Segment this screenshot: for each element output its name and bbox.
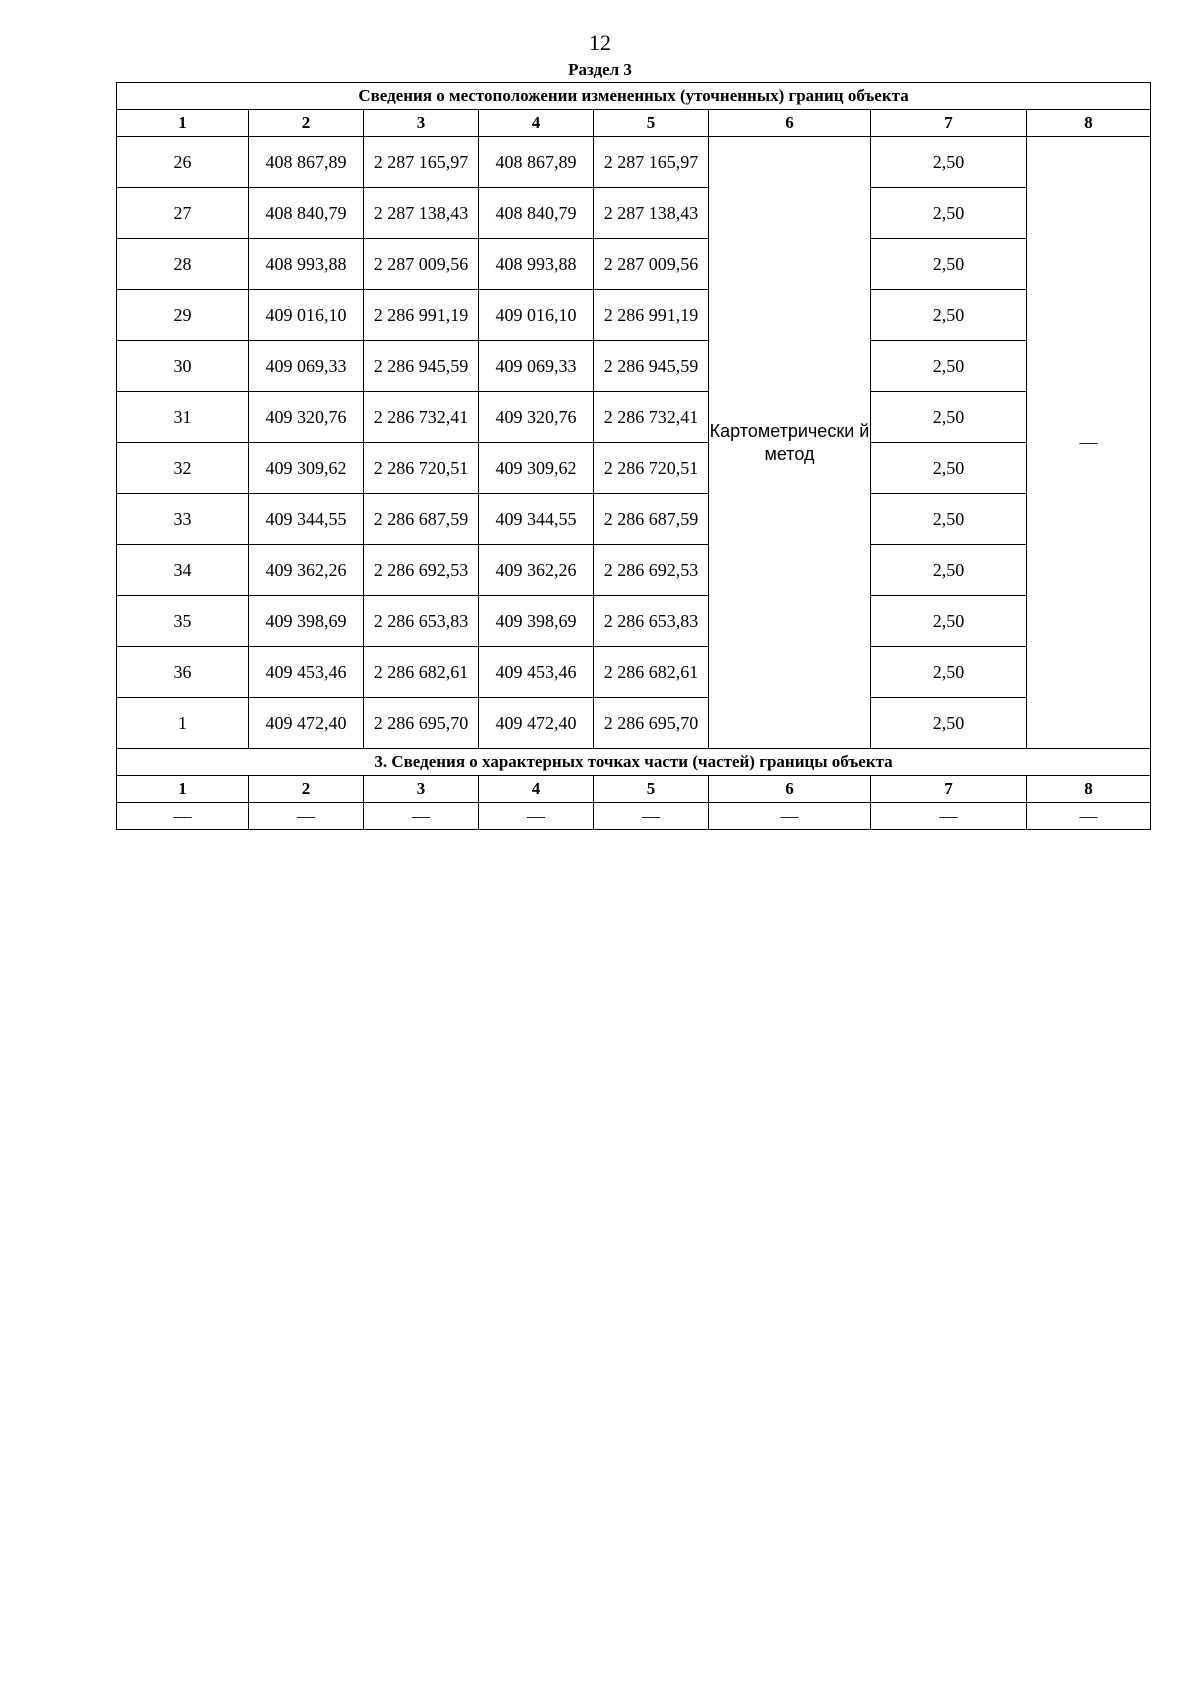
table-row	[117, 494, 1151, 545]
accuracy-cell: 2,50	[871, 443, 1027, 494]
dash-cell: —	[249, 803, 364, 830]
coordinate-cell: 409 344,55	[249, 494, 364, 545]
coordinate-cell: 409 016,10	[479, 290, 594, 341]
column-number: 5	[594, 110, 709, 137]
coordinate-cell: 409 472,40	[249, 698, 364, 749]
coordinate-cell: 408 840,79	[249, 188, 364, 239]
coordinate-cell: 2 286 991,19	[364, 290, 479, 341]
coordinate-cell: 2 286 687,59	[594, 494, 709, 545]
table-row	[117, 290, 1151, 341]
coordinate-cell: 409 453,46	[249, 647, 364, 698]
table-row	[117, 341, 1151, 392]
dash-cell: —	[709, 803, 871, 830]
point-number-cell: 27	[117, 188, 249, 239]
point-number-cell: 28	[117, 239, 249, 290]
point-number-cell: 34	[117, 545, 249, 596]
coordinate-cell: 409 472,40	[479, 698, 594, 749]
coordinate-cell: 2 286 695,70	[594, 698, 709, 749]
coordinate-cell: 409 309,62	[479, 443, 594, 494]
column-number: 3	[364, 776, 479, 803]
point-number-cell: 33	[117, 494, 249, 545]
coordinate-cell: 2 286 945,59	[364, 341, 479, 392]
column-number: 8	[1027, 776, 1151, 803]
column-number: 2	[249, 776, 364, 803]
coordinate-cell: 2 286 653,83	[364, 596, 479, 647]
dash-cell: —	[364, 803, 479, 830]
table-caption: Сведения о местоположении измененных (уточненных) границ объекта	[117, 83, 1151, 110]
point-number-cell: 36	[117, 647, 249, 698]
section-title: Раздел 3	[568, 60, 632, 79]
table-row	[117, 239, 1151, 290]
coordinate-cell: 2 286 692,53	[594, 545, 709, 596]
coordinate-cell: 2 287 165,97	[594, 137, 709, 188]
coordinate-cell: 2 287 009,56	[364, 239, 479, 290]
coordinate-cell: 2 287 138,43	[594, 188, 709, 239]
coordinate-cell: 409 453,46	[479, 647, 594, 698]
point-number-cell: 26	[117, 137, 249, 188]
accuracy-cell: 2,50	[871, 647, 1027, 698]
coordinate-cell: 2 286 682,61	[364, 647, 479, 698]
point-number-cell: 1	[117, 698, 249, 749]
accuracy-cell: 2,50	[871, 188, 1027, 239]
column-number: 4	[479, 110, 594, 137]
coordinate-cell: 2 286 991,19	[594, 290, 709, 341]
table-row	[117, 596, 1151, 647]
boundary-table	[116, 82, 1151, 830]
coordinate-cell: 2 286 695,70	[364, 698, 479, 749]
column-number: 3	[364, 110, 479, 137]
coordinate-cell: 2 286 720,51	[594, 443, 709, 494]
column-number: 8	[1027, 110, 1151, 137]
table-row	[117, 188, 1151, 239]
dash-cell: —	[117, 803, 249, 830]
coordinate-cell: 408 993,88	[479, 239, 594, 290]
point-number-cell: 31	[117, 392, 249, 443]
method-cell: Картометрически й метод	[709, 137, 871, 749]
table-row	[117, 803, 1151, 830]
column-number: 6	[709, 776, 871, 803]
column-number-row	[117, 776, 1151, 803]
column-number: 1	[117, 110, 249, 137]
coordinate-cell: 2 287 009,56	[594, 239, 709, 290]
point-number-cell: 32	[117, 443, 249, 494]
coordinate-cell: 409 398,69	[249, 596, 364, 647]
coordinate-cell: 2 286 732,41	[594, 392, 709, 443]
col8-cell: —	[1027, 137, 1151, 749]
coordinate-cell: 409 016,10	[249, 290, 364, 341]
accuracy-cell: 2,50	[871, 494, 1027, 545]
accuracy-cell: 2,50	[871, 545, 1027, 596]
parts-caption-row	[117, 749, 1151, 776]
coordinate-cell: 2 287 138,43	[364, 188, 479, 239]
coordinate-cell: 408 840,79	[479, 188, 594, 239]
coordinate-cell: 2 286 732,41	[364, 392, 479, 443]
dash-cell: —	[871, 803, 1027, 830]
coordinate-cell: 2 286 945,59	[594, 341, 709, 392]
dash-cell: —	[1027, 803, 1151, 830]
coordinate-cell: 409 309,62	[249, 443, 364, 494]
accuracy-cell: 2,50	[871, 392, 1027, 443]
table-row	[117, 443, 1151, 494]
column-number-row	[117, 110, 1151, 137]
coordinate-cell: 408 993,88	[249, 239, 364, 290]
coordinate-cell: 2 286 687,59	[364, 494, 479, 545]
column-number: 2	[249, 110, 364, 137]
parts-section-caption: 3. Сведения о характерных точках части (частей) границы объекта	[117, 749, 1151, 776]
coordinate-cell: 409 362,26	[249, 545, 364, 596]
coordinate-cell: 409 362,26	[479, 545, 594, 596]
coordinate-cell: 409 344,55	[479, 494, 594, 545]
page-number: 12	[589, 30, 611, 55]
dash-cell: —	[479, 803, 594, 830]
coordinate-cell: 409 398,69	[479, 596, 594, 647]
table-row	[117, 137, 1151, 188]
coordinate-cell: 2 286 720,51	[364, 443, 479, 494]
column-number: 7	[871, 776, 1027, 803]
coordinate-cell: 409 069,33	[249, 341, 364, 392]
accuracy-cell: 2,50	[871, 596, 1027, 647]
accuracy-cell: 2,50	[871, 137, 1027, 188]
coordinate-cell: 2 286 682,61	[594, 647, 709, 698]
coordinate-cell: 409 320,76	[249, 392, 364, 443]
column-number: 6	[709, 110, 871, 137]
table-row	[117, 647, 1151, 698]
coordinate-cell: 2 286 653,83	[594, 596, 709, 647]
coordinate-cell: 409 320,76	[479, 392, 594, 443]
dash-cell: —	[594, 803, 709, 830]
table-row	[117, 698, 1151, 749]
coordinate-cell: 409 069,33	[479, 341, 594, 392]
coordinate-cell: 408 867,89	[249, 137, 364, 188]
column-number: 4	[479, 776, 594, 803]
accuracy-cell: 2,50	[871, 239, 1027, 290]
column-number: 7	[871, 110, 1027, 137]
coordinate-cell: 2 286 692,53	[364, 545, 479, 596]
point-number-cell: 35	[117, 596, 249, 647]
accuracy-cell: 2,50	[871, 290, 1027, 341]
table-row	[117, 545, 1151, 596]
column-number: 1	[117, 776, 249, 803]
point-number-cell: 30	[117, 341, 249, 392]
point-number-cell: 29	[117, 290, 249, 341]
accuracy-cell: 2,50	[871, 341, 1027, 392]
table-row	[117, 392, 1151, 443]
column-number: 5	[594, 776, 709, 803]
accuracy-cell: 2,50	[871, 698, 1027, 749]
coordinate-cell: 408 867,89	[479, 137, 594, 188]
coordinate-cell: 2 287 165,97	[364, 137, 479, 188]
